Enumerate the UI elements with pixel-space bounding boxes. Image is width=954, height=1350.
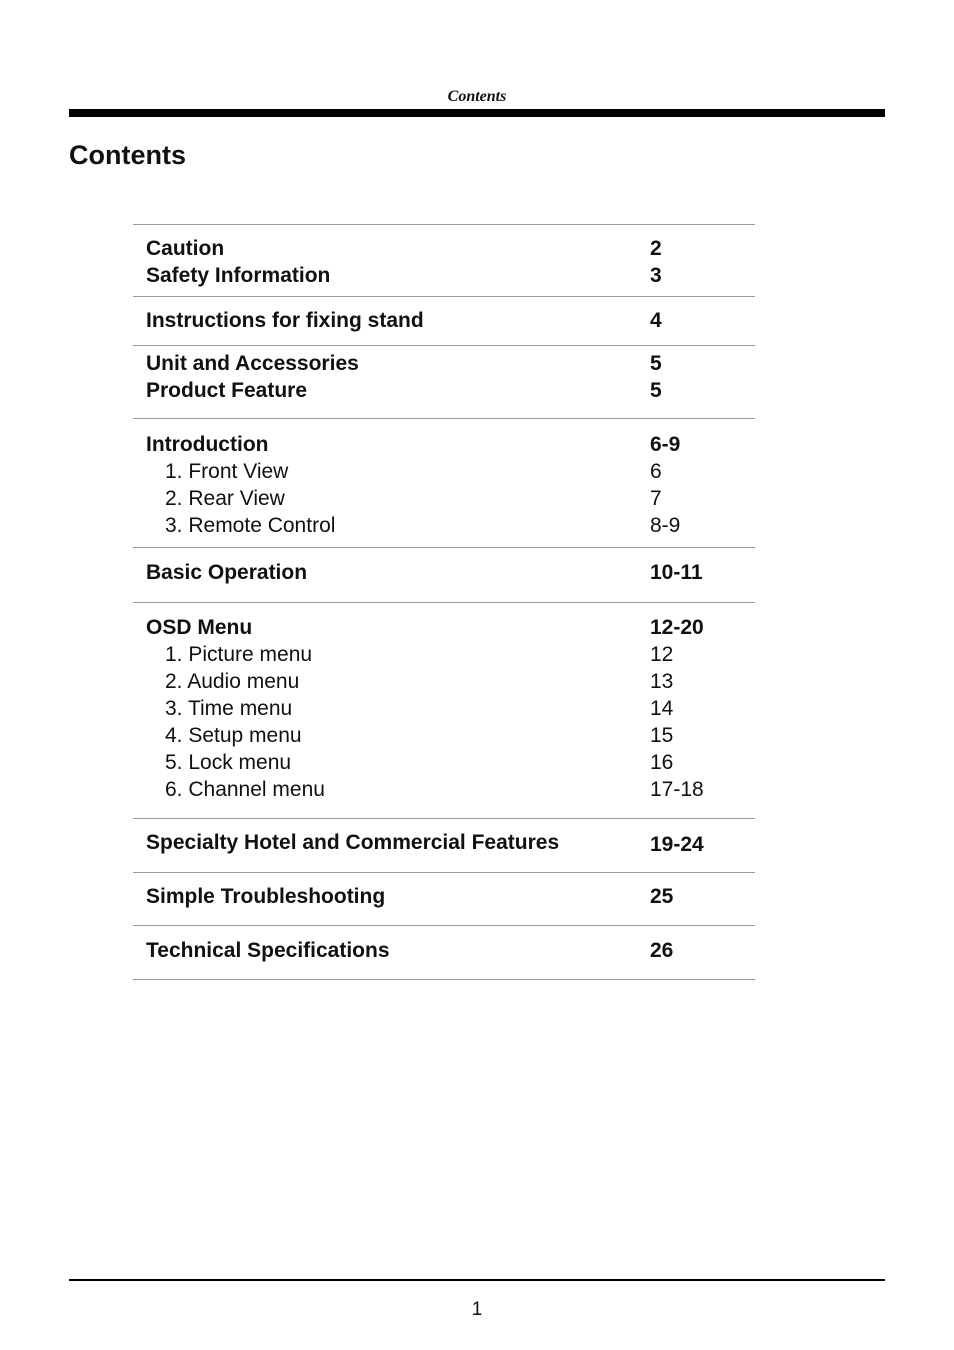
toc-entry-label: 6. Channel menu xyxy=(165,777,325,801)
toc-entry-label: Introduction xyxy=(146,432,269,456)
toc-section xyxy=(133,926,755,980)
toc-entry-page: 2 xyxy=(650,236,662,260)
toc-subentry xyxy=(146,641,755,668)
toc-entry xyxy=(146,883,755,910)
toc-entry-page: 5 xyxy=(650,351,662,375)
page-number: 1 xyxy=(471,1299,483,1320)
toc-entry-label: Simple Troubleshooting xyxy=(146,884,386,908)
toc-entry-page: 6-9 xyxy=(650,432,681,456)
toc-entry xyxy=(146,431,755,458)
toc-section xyxy=(133,225,755,297)
toc-entry-page: 12 xyxy=(650,642,674,666)
toc-entry-page: 26 xyxy=(650,938,674,962)
toc-entry-label: Caution xyxy=(146,236,225,260)
toc-entry xyxy=(146,559,755,586)
toc-entry-page: 8-9 xyxy=(650,513,681,537)
toc-entry-page: 4 xyxy=(650,308,662,332)
toc-entry xyxy=(146,262,755,289)
header-rule xyxy=(69,109,885,117)
toc-entry-page: 25 xyxy=(650,884,674,908)
table-of-contents xyxy=(133,224,755,980)
toc-subentry xyxy=(146,722,755,749)
toc-entry-page: 19-24 xyxy=(650,832,704,856)
toc-entry-label: 3. Remote Control xyxy=(165,513,336,537)
toc-entry-label: Basic Operation xyxy=(146,560,308,584)
toc-section xyxy=(133,548,755,603)
toc-entry-page: 3 xyxy=(650,263,662,287)
toc-entry-label: 1. Front View xyxy=(165,459,289,483)
toc-subentry xyxy=(146,668,755,695)
toc-entry-label: OSD Menu xyxy=(146,615,253,639)
toc-entry-page: 13 xyxy=(650,669,674,693)
toc-entry-label: Specialty Hotel and Commercial Features xyxy=(146,830,560,854)
toc-entry-label: 2. Rear View xyxy=(165,486,285,510)
toc-entry-label: 1. Picture menu xyxy=(165,642,313,666)
toc-section xyxy=(133,297,755,346)
toc-entry-page: 16 xyxy=(650,750,674,774)
toc-section xyxy=(133,346,755,419)
toc-entry-label: Safety Information xyxy=(146,263,331,287)
toc-entry-label: 3. Time menu xyxy=(165,696,293,720)
toc-section xyxy=(133,873,755,926)
toc-entry-page: 17-18 xyxy=(650,777,704,801)
toc-subentry xyxy=(146,512,755,539)
toc-entry-page: 7 xyxy=(650,486,662,510)
toc-entry-page: 12-20 xyxy=(650,615,704,639)
toc-entry-page: 15 xyxy=(650,723,674,747)
toc-entry-page: 5 xyxy=(650,378,662,402)
toc-entry-label: 5. Lock menu xyxy=(165,750,292,774)
toc-section xyxy=(133,419,755,548)
toc-entry-label: 2. Audio menu xyxy=(165,669,300,693)
toc-subentry xyxy=(146,776,755,803)
toc-entry-page: 6 xyxy=(650,459,662,483)
toc-entry-page: 10-11 xyxy=(650,560,703,584)
toc-section xyxy=(133,603,755,819)
page-title: Contents xyxy=(69,140,186,170)
toc-entry xyxy=(146,235,755,262)
footer-rule xyxy=(69,1279,885,1281)
toc-entry xyxy=(146,377,755,404)
toc-subentry xyxy=(146,485,755,512)
toc-entry xyxy=(146,307,755,334)
toc-entry-label: 4. Setup menu xyxy=(165,723,302,747)
running-header: Contents xyxy=(447,88,507,105)
toc-entry xyxy=(146,831,755,858)
toc-entry-label: Technical Specifications xyxy=(146,938,390,962)
toc-entry-label: Product Feature xyxy=(146,378,308,402)
toc-section xyxy=(133,819,755,873)
toc-entry-page: 14 xyxy=(650,696,674,720)
toc-entry-label: Unit and Accessories xyxy=(146,351,359,375)
toc-entry xyxy=(146,350,755,377)
toc-entry xyxy=(146,614,755,641)
toc-entry xyxy=(146,937,755,964)
toc-subentry xyxy=(146,695,755,722)
toc-entry-label: Instructions for fixing stand xyxy=(146,308,424,332)
toc-subentry xyxy=(146,749,755,776)
toc-subentry xyxy=(146,458,755,485)
